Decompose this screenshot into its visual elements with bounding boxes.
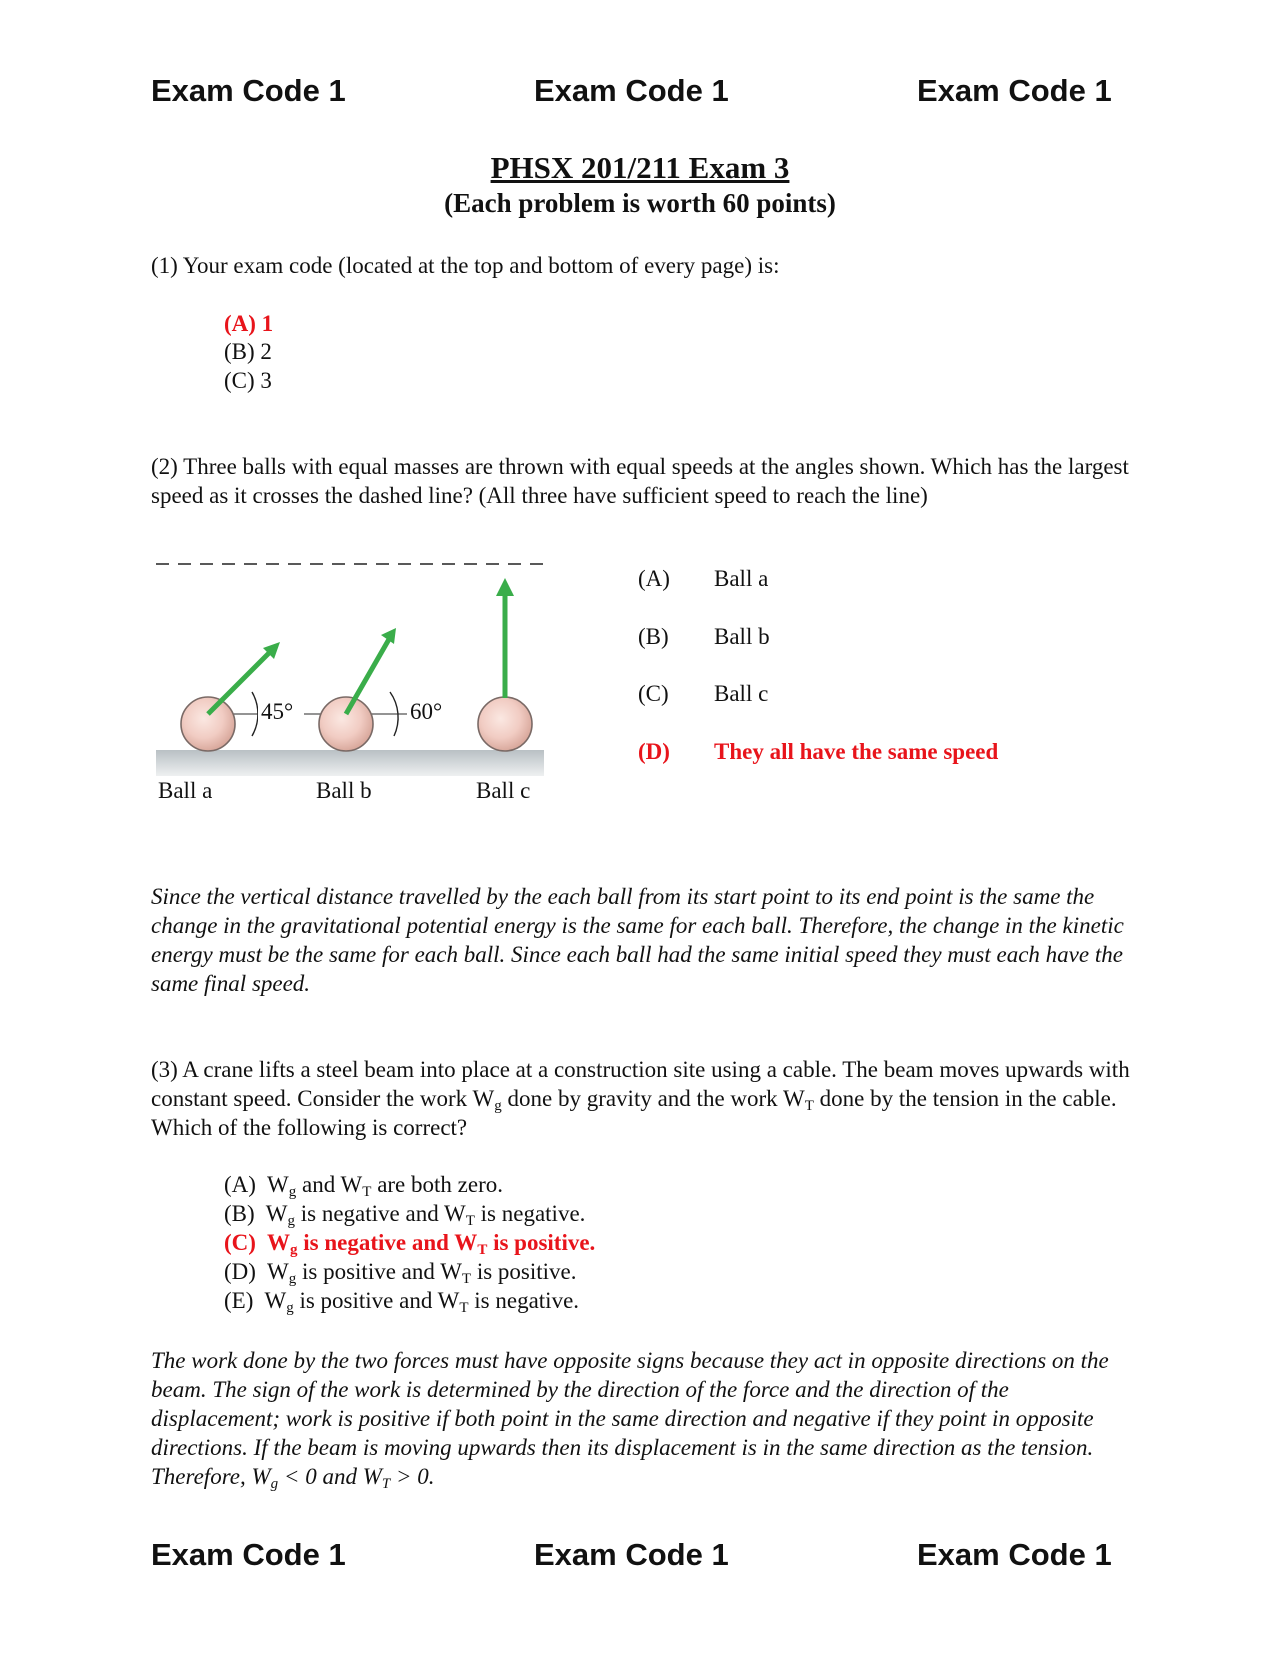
question-3-option-d: (D) $W_g$ is positive and $W_T$ is positive. [224, 1259, 577, 1287]
subscript-g: g [494, 1098, 502, 1114]
question-2-option-c-letter: (C) [638, 681, 669, 706]
ball-b-label: Ball b [316, 778, 372, 803]
header-exam-code-center: Exam Code 1 [534, 73, 729, 108]
question-1-option-b: (B) 2 [224, 339, 272, 364]
subscript-t: T [804, 1098, 814, 1114]
question-2-option-b-text: Ball b [714, 624, 770, 649]
angle-a-label: 45° [261, 699, 294, 724]
question-1-text: (1) Your exam code (located at the top and bottom of every page) is: [151, 253, 780, 278]
explanation-part-2: < 0 and W [278, 1464, 382, 1489]
question-2-option-d-letter: (D) [638, 739, 670, 764]
ground [156, 750, 544, 776]
question-3-text-part-2: done by gravity and the work W [501, 1086, 805, 1111]
explanation-part-3: > 0. [390, 1464, 435, 1489]
question-2-option-a-text: Ball a [714, 566, 769, 591]
question-2-explanation: Since the vertical distance travelled by the each ball from its start point to its end point is the same the change in the gravitational potential energy is the same for each ball. Therefore, the change in the kinetic energy must be the same for each ball. Since each ball had the same initial speed they must each have the same final speed. [151, 884, 1124, 996]
footer-exam-code-right: Exam Code 1 [917, 1537, 1112, 1572]
ball-a-label: Ball a [158, 778, 213, 803]
question-3-option-a: (A) $W_g$ and $W_T$ are both zero. [224, 1172, 503, 1200]
question-3-option-c: (C) $W_g$ is negative and $W_T$ is positive. [224, 1230, 596, 1258]
question-3-text-part-1: (3) A crane lifts a steel beam into place at a construction site using a cable. The beam moves upwards with constant speed. Consider the work W [151, 1057, 1130, 1111]
angle-b-label: 60° [410, 699, 443, 724]
explanation-part-1: The work done by the two forces must have opposite signs because they act in opposite directions on the beam. The sign of the work is determined by the direction of the force and the direction of the displacement; work is positive if both point in the same direction and negative if they point in opposite directions. If the beam is moving upwards then its displacement is in the same direction as the tension. Therefore, W [151, 1348, 1109, 1489]
question-2-text: (2) Three balls with equal masses are thrown with equal speeds at the angles shown. Which has the largest speed as it crosses the dashed line? (All three have sufficient speed to reach the line) [151, 454, 1129, 508]
explanation-subscript-t: T [381, 1476, 391, 1492]
question-2-option-a-letter: (A) [638, 566, 670, 591]
ball-b [319, 697, 373, 751]
footer-exam-code-left: Exam Code 1 [151, 1537, 346, 1572]
explanation-subscript-g: g [270, 1476, 279, 1492]
footer-exam-code-center: Exam Code 1 [534, 1537, 729, 1572]
question-3-option-e: (E) $W_g$ is positive and $W_T$ is negative. [224, 1288, 580, 1316]
exam-subtitle: (Each problem is worth 60 points) [444, 188, 836, 218]
question-3-text [151, 1055, 1141, 1142]
question-2-option-d-text: They all have the same speed [714, 739, 999, 764]
ball-a [181, 697, 235, 751]
question-1-option-a: (A) 1 [224, 311, 274, 336]
question-2-option-b-letter: (B) [638, 624, 669, 649]
header-exam-code-left: Exam Code 1 [151, 73, 346, 108]
question-3-text-part-3: done by the tension in the cable. Which of the following is correct? [151, 1086, 1117, 1140]
exam-title: PHSX 201/211 Exam 3 [490, 150, 790, 185]
question-2-option-c-text: Ball c [714, 681, 769, 706]
question-1-option-c: (C) 3 [224, 368, 272, 393]
header-exam-code-right: Exam Code 1 [917, 73, 1112, 108]
ball-c-label: Ball c [476, 778, 531, 803]
question-3-option-b: (B) $W_g$ is negative and $W_T$ is negative. [224, 1201, 586, 1229]
ball-b-velocity-arrow [346, 634, 392, 714]
ball-c [478, 697, 532, 751]
question-3-explanation [151, 1346, 1141, 1491]
ball-c-arrowhead [496, 578, 514, 596]
